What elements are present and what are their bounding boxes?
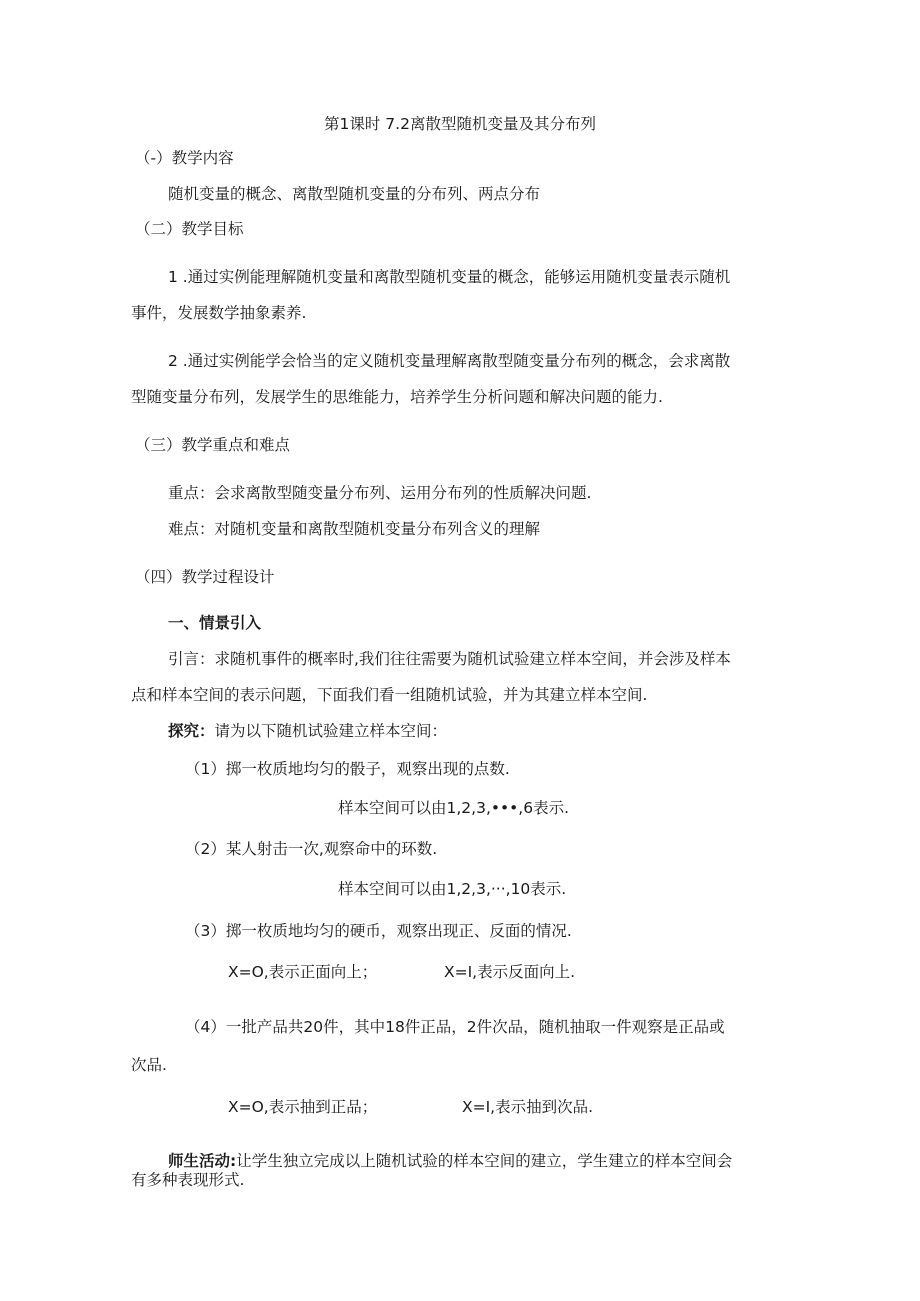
goal-2-line-2: 型随变量分布列，发展学生的思维能力，培养学生分析问题和解决问题的能力. <box>131 388 663 406</box>
item-2: （2）某人射击一次,观察命中的环数. <box>185 840 438 858</box>
explore-paragraph <box>168 720 447 742</box>
part-1-heading: 一、情景引入 <box>168 614 262 632</box>
activity-label: 师生活动: <box>168 1152 237 1170</box>
activity-line-2: 有多种表现形式. <box>131 1171 245 1189</box>
item-4-line-2: 次品. <box>131 1056 167 1074</box>
key-point-text: 重点：会求离散型随变量分布列、运用分布列的性质解决问题. <box>168 484 592 502</box>
section-heading-content: （-）教学内容 <box>135 149 234 167</box>
explore-text: 请为以下随机试验建立样本空间： <box>214 722 448 740</box>
item-3: （3）掷一枚质地均匀的硬币，观察出现正、反面的情况. <box>185 922 572 940</box>
goal-2-line-1: 2 .通过实例能学会恰当的定义随机变量理解离散型随变量分布列的概念，会求离散 <box>168 352 731 370</box>
section-heading-process: （四）教学过程设计 <box>135 568 275 586</box>
content-text: 随机变量的概念、离散型随机变量的分布列、两点分布 <box>168 185 541 203</box>
activity-paragraph <box>168 1150 732 1172</box>
intro-line-1: 引言：求随机事件的概率时,我们往往需要为随机试验建立样本空间，并会涉及样本 <box>168 650 731 668</box>
item-3-x1: X=I,表示反面向上. <box>444 963 576 981</box>
goal-1-line-1: 1 .通过实例能理解随机变量和离散型随机变量的概念，能够运用随机变量表示随机 <box>168 268 731 286</box>
item-2-sample-space: 样本空间可以由1,2,3,···,10表示. <box>338 880 567 898</box>
item-1-sample-space: 样本空间可以由1,2,3,•••,6表示. <box>338 799 570 817</box>
difficulty-text: 难点：对随机变量和离散型随机变量分布列含义的理解 <box>168 520 541 538</box>
goal-1-line-2: 事件，发展数学抽象素养. <box>131 304 307 322</box>
page-title: 第1课时 7.2离散型随机变量及其分布列 <box>324 115 596 133</box>
item-3-x0: X=O,表示正面向上； <box>228 963 378 981</box>
explore-label: 探究： <box>168 722 215 740</box>
section-heading-keypoints: （三）教学重点和难点 <box>135 436 291 454</box>
section-heading-goals: （二）教学目标 <box>135 220 244 238</box>
item-1: （1）掷一枚质地均匀的骰子，观察出现的点数. <box>185 760 510 778</box>
item-4-line-1: （4）一批产品共20件，其中18件正品，2件次品，随机抽取一件观察是正品或 <box>185 1018 725 1036</box>
intro-line-2: 点和样本空间的表示问题，下面我们看一组随机试验，并为其建立样本空间. <box>131 686 648 704</box>
activity-line-1: 让学生独立完成以上随机试验的样本空间的建立，学生建立的样本空间会 <box>236 1152 733 1170</box>
item-4-x0: X=O,表示抽到正品； <box>228 1098 378 1116</box>
item-4-x1: X=I,表示抽到次品. <box>462 1098 594 1116</box>
